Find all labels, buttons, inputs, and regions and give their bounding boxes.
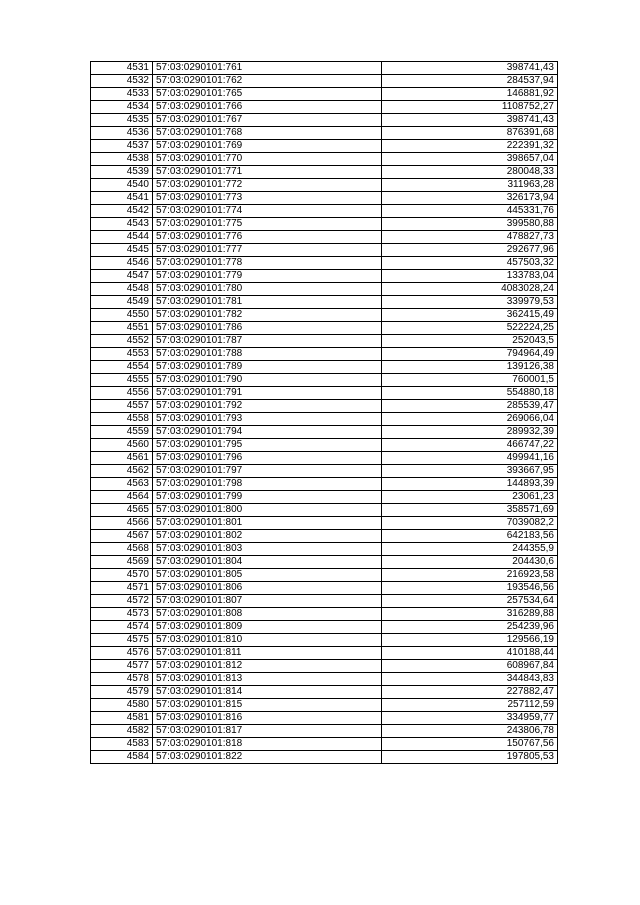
table-row (91, 348, 558, 361)
cadastral-number-cell: 57:03:0290101:808 (153, 608, 382, 621)
row-number-cell: 4579 (91, 686, 153, 699)
row-number-cell: 4559 (91, 426, 153, 439)
value-cell: 4083028,24 (382, 283, 558, 296)
cadastral-number-cell: 57:03:0290101:815 (153, 699, 382, 712)
row-number-cell: 4552 (91, 335, 153, 348)
value-cell: 522224,25 (382, 322, 558, 335)
cadastral-number-cell: 57:03:0290101:794 (153, 426, 382, 439)
value-cell: 398741,43 (382, 62, 558, 75)
value-cell: 252043,5 (382, 335, 558, 348)
cadastral-number-cell: 57:03:0290101:802 (153, 530, 382, 543)
value-cell: 445331,76 (382, 205, 558, 218)
row-number-cell: 4576 (91, 647, 153, 660)
value-cell: 642183,56 (382, 530, 558, 543)
value-cell: 144893,39 (382, 478, 558, 491)
cadastral-number-cell: 57:03:0290101:805 (153, 569, 382, 582)
value-cell: 7039082,2 (382, 517, 558, 530)
value-cell: 466747,22 (382, 439, 558, 452)
table-row (91, 439, 558, 452)
row-number-cell: 4578 (91, 673, 153, 686)
cadastral-number-cell: 57:03:0290101:793 (153, 413, 382, 426)
row-number-cell: 4569 (91, 556, 153, 569)
row-number-cell: 4537 (91, 140, 153, 153)
cadastral-number-cell: 57:03:0290101:786 (153, 322, 382, 335)
cadastral-number-cell: 57:03:0290101:787 (153, 335, 382, 348)
table-row (91, 699, 558, 712)
value-cell: 204430,6 (382, 556, 558, 569)
value-cell: 197805,53 (382, 751, 558, 764)
value-cell: 334959,77 (382, 712, 558, 725)
value-cell: 344843,83 (382, 673, 558, 686)
value-cell: 410188,44 (382, 647, 558, 660)
value-cell: 289932,39 (382, 426, 558, 439)
cadastral-number-cell: 57:03:0290101:781 (153, 296, 382, 309)
table-row (91, 166, 558, 179)
cadastral-number-cell: 57:03:0290101:779 (153, 270, 382, 283)
value-cell: 280048,33 (382, 166, 558, 179)
row-number-cell: 4536 (91, 127, 153, 140)
value-cell: 399580,88 (382, 218, 558, 231)
cadastral-number-cell: 57:03:0290101:792 (153, 400, 382, 413)
table-row (91, 530, 558, 543)
value-cell: 358571,69 (382, 504, 558, 517)
value-cell: 499941,16 (382, 452, 558, 465)
cadastral-number-cell: 57:03:0290101:810 (153, 634, 382, 647)
row-number-cell: 4583 (91, 738, 153, 751)
table-row (91, 465, 558, 478)
table-row (91, 608, 558, 621)
value-cell: 243806,78 (382, 725, 558, 738)
table-row (91, 400, 558, 413)
cadastral-number-cell: 57:03:0290101:795 (153, 439, 382, 452)
table-row (91, 361, 558, 374)
value-cell: 227882,47 (382, 686, 558, 699)
value-cell: 269066,04 (382, 413, 558, 426)
cadastral-number-cell: 57:03:0290101:816 (153, 712, 382, 725)
table-row (91, 335, 558, 348)
table-row (91, 634, 558, 647)
value-cell: 393667,95 (382, 465, 558, 478)
cadastral-number-cell: 57:03:0290101:806 (153, 582, 382, 595)
row-number-cell: 4564 (91, 491, 153, 504)
row-number-cell: 4531 (91, 62, 153, 75)
value-cell: 129566,19 (382, 634, 558, 647)
value-cell: 257112,59 (382, 699, 558, 712)
value-cell: 285539,47 (382, 400, 558, 413)
row-number-cell: 4573 (91, 608, 153, 621)
value-cell: 339979,53 (382, 296, 558, 309)
row-number-cell: 4534 (91, 101, 153, 114)
value-cell: 150767,56 (382, 738, 558, 751)
row-number-cell: 4563 (91, 478, 153, 491)
cadastral-number-cell: 57:03:0290101:803 (153, 543, 382, 556)
row-number-cell: 4539 (91, 166, 153, 179)
table-row (91, 62, 558, 75)
value-cell: 146881,92 (382, 88, 558, 101)
value-cell: 139126,38 (382, 361, 558, 374)
row-number-cell: 4556 (91, 387, 153, 400)
cadastral-number-cell: 57:03:0290101:790 (153, 374, 382, 387)
row-number-cell: 4545 (91, 244, 153, 257)
row-number-cell: 4542 (91, 205, 153, 218)
cadastral-number-cell: 57:03:0290101:772 (153, 179, 382, 192)
cadastral-number-cell: 57:03:0290101:801 (153, 517, 382, 530)
table-row (91, 751, 558, 764)
row-number-cell: 4558 (91, 413, 153, 426)
value-cell: 608967,84 (382, 660, 558, 673)
value-cell: 284537,94 (382, 75, 558, 88)
value-cell: 292677,96 (382, 244, 558, 257)
row-number-cell: 4568 (91, 543, 153, 556)
table-row (91, 621, 558, 634)
table-row (91, 179, 558, 192)
value-cell: 362415,49 (382, 309, 558, 322)
table-row (91, 309, 558, 322)
table-row (91, 296, 558, 309)
cadastral-number-cell: 57:03:0290101:768 (153, 127, 382, 140)
cadastral-number-cell: 57:03:0290101:782 (153, 309, 382, 322)
table-row (91, 595, 558, 608)
cadastral-number-cell: 57:03:0290101:817 (153, 725, 382, 738)
row-number-cell: 4544 (91, 231, 153, 244)
cadastral-number-cell: 57:03:0290101:811 (153, 647, 382, 660)
table-row (91, 582, 558, 595)
table-row (91, 647, 558, 660)
table-row (91, 413, 558, 426)
row-number-cell: 4581 (91, 712, 153, 725)
table-row (91, 140, 558, 153)
row-number-cell: 4548 (91, 283, 153, 296)
cadastral-number-cell: 57:03:0290101:797 (153, 465, 382, 478)
value-cell: 1108752,27 (382, 101, 558, 114)
value-cell: 222391,32 (382, 140, 558, 153)
cadastral-number-cell: 57:03:0290101:766 (153, 101, 382, 114)
table-row (91, 686, 558, 699)
table-body (91, 62, 558, 764)
table-row (91, 205, 558, 218)
table-row (91, 257, 558, 270)
cadastral-number-cell: 57:03:0290101:770 (153, 153, 382, 166)
cadastral-number-cell: 57:03:0290101:807 (153, 595, 382, 608)
table-row (91, 322, 558, 335)
cadastral-number-cell: 57:03:0290101:776 (153, 231, 382, 244)
value-cell: 316289,88 (382, 608, 558, 621)
row-number-cell: 4571 (91, 582, 153, 595)
value-cell: 794964,49 (382, 348, 558, 361)
cadastral-number-cell: 57:03:0290101:814 (153, 686, 382, 699)
row-number-cell: 4557 (91, 400, 153, 413)
cadastral-number-cell: 57:03:0290101:822 (153, 751, 382, 764)
value-cell: 398657,04 (382, 153, 558, 166)
table-row (91, 283, 558, 296)
value-cell: 257534,64 (382, 595, 558, 608)
cadastral-number-cell: 57:03:0290101:804 (153, 556, 382, 569)
table-row (91, 244, 558, 257)
cadastral-number-cell: 57:03:0290101:796 (153, 452, 382, 465)
value-cell: 457503,32 (382, 257, 558, 270)
cadastral-number-cell: 57:03:0290101:765 (153, 88, 382, 101)
cadastral-number-cell: 57:03:0290101:818 (153, 738, 382, 751)
row-number-cell: 4550 (91, 309, 153, 322)
row-number-cell: 4566 (91, 517, 153, 530)
cadastral-number-cell: 57:03:0290101:777 (153, 244, 382, 257)
table-row (91, 270, 558, 283)
value-cell: 23061,23 (382, 491, 558, 504)
table-row (91, 660, 558, 673)
row-number-cell: 4540 (91, 179, 153, 192)
value-cell: 326173,94 (382, 192, 558, 205)
value-cell: 398741,43 (382, 114, 558, 127)
value-cell: 193546,56 (382, 582, 558, 595)
cadastral-number-cell: 57:03:0290101:761 (153, 62, 382, 75)
value-cell: 876391,68 (382, 127, 558, 140)
table-row (91, 491, 558, 504)
row-number-cell: 4532 (91, 75, 153, 88)
table-row (91, 101, 558, 114)
table-row (91, 517, 558, 530)
value-cell: 133783,04 (382, 270, 558, 283)
cadastral-number-cell: 57:03:0290101:789 (153, 361, 382, 374)
cadastral-number-cell: 57:03:0290101:762 (153, 75, 382, 88)
row-number-cell: 4565 (91, 504, 153, 517)
row-number-cell: 4546 (91, 257, 153, 270)
row-number-cell: 4572 (91, 595, 153, 608)
cadastral-number-cell: 57:03:0290101:769 (153, 140, 382, 153)
table-row (91, 127, 558, 140)
table-row (91, 218, 558, 231)
cadastral-number-cell: 57:03:0290101:798 (153, 478, 382, 491)
value-cell: 254239,96 (382, 621, 558, 634)
table-row (91, 231, 558, 244)
table-row (91, 374, 558, 387)
row-number-cell: 4584 (91, 751, 153, 764)
value-cell: 554880,18 (382, 387, 558, 400)
row-number-cell: 4562 (91, 465, 153, 478)
row-number-cell: 4551 (91, 322, 153, 335)
table-row (91, 556, 558, 569)
row-number-cell: 4574 (91, 621, 153, 634)
value-cell: 216923,58 (382, 569, 558, 582)
cadastral-number-cell: 57:03:0290101:767 (153, 114, 382, 127)
table-row (91, 88, 558, 101)
table-row (91, 725, 558, 738)
table-row (91, 673, 558, 686)
cadastral-number-cell: 57:03:0290101:813 (153, 673, 382, 686)
row-number-cell: 4543 (91, 218, 153, 231)
table-row (91, 387, 558, 400)
table-row (91, 153, 558, 166)
table-row (91, 452, 558, 465)
row-number-cell: 4580 (91, 699, 153, 712)
cadastral-number-cell: 57:03:0290101:812 (153, 660, 382, 673)
value-cell: 244355,9 (382, 543, 558, 556)
cadastral-number-cell: 57:03:0290101:780 (153, 283, 382, 296)
table-row (91, 114, 558, 127)
cadastral-number-cell: 57:03:0290101:809 (153, 621, 382, 634)
row-number-cell: 4582 (91, 725, 153, 738)
cadastral-number-cell: 57:03:0290101:773 (153, 192, 382, 205)
value-cell: 760001,5 (382, 374, 558, 387)
row-number-cell: 4577 (91, 660, 153, 673)
cadastral-number-cell: 57:03:0290101:778 (153, 257, 382, 270)
row-number-cell: 4560 (91, 439, 153, 452)
row-number-cell: 4535 (91, 114, 153, 127)
table-row (91, 426, 558, 439)
row-number-cell: 4575 (91, 634, 153, 647)
value-cell: 311963,28 (382, 179, 558, 192)
row-number-cell: 4570 (91, 569, 153, 582)
row-number-cell: 4555 (91, 374, 153, 387)
cadastral-number-cell: 57:03:0290101:800 (153, 504, 382, 517)
row-number-cell: 4541 (91, 192, 153, 205)
cadastral-number-cell: 57:03:0290101:799 (153, 491, 382, 504)
cadastral-number-cell: 57:03:0290101:774 (153, 205, 382, 218)
row-number-cell: 4553 (91, 348, 153, 361)
cadastral-number-cell: 57:03:0290101:775 (153, 218, 382, 231)
table-row (91, 192, 558, 205)
row-number-cell: 4554 (91, 361, 153, 374)
row-number-cell: 4567 (91, 530, 153, 543)
cadastral-number-cell: 57:03:0290101:788 (153, 348, 382, 361)
table-row (91, 75, 558, 88)
row-number-cell: 4549 (91, 296, 153, 309)
table-row (91, 569, 558, 582)
row-number-cell: 4538 (91, 153, 153, 166)
cadastral-number-cell: 57:03:0290101:771 (153, 166, 382, 179)
table-row (91, 478, 558, 491)
table-row (91, 543, 558, 556)
row-number-cell: 4533 (91, 88, 153, 101)
row-number-cell: 4547 (91, 270, 153, 283)
table-row (91, 504, 558, 517)
value-cell: 478827,73 (382, 231, 558, 244)
table-row (91, 712, 558, 725)
row-number-cell: 4561 (91, 452, 153, 465)
cadastral-number-cell: 57:03:0290101:791 (153, 387, 382, 400)
table-row (91, 738, 558, 751)
cadastral-value-table (90, 61, 558, 764)
